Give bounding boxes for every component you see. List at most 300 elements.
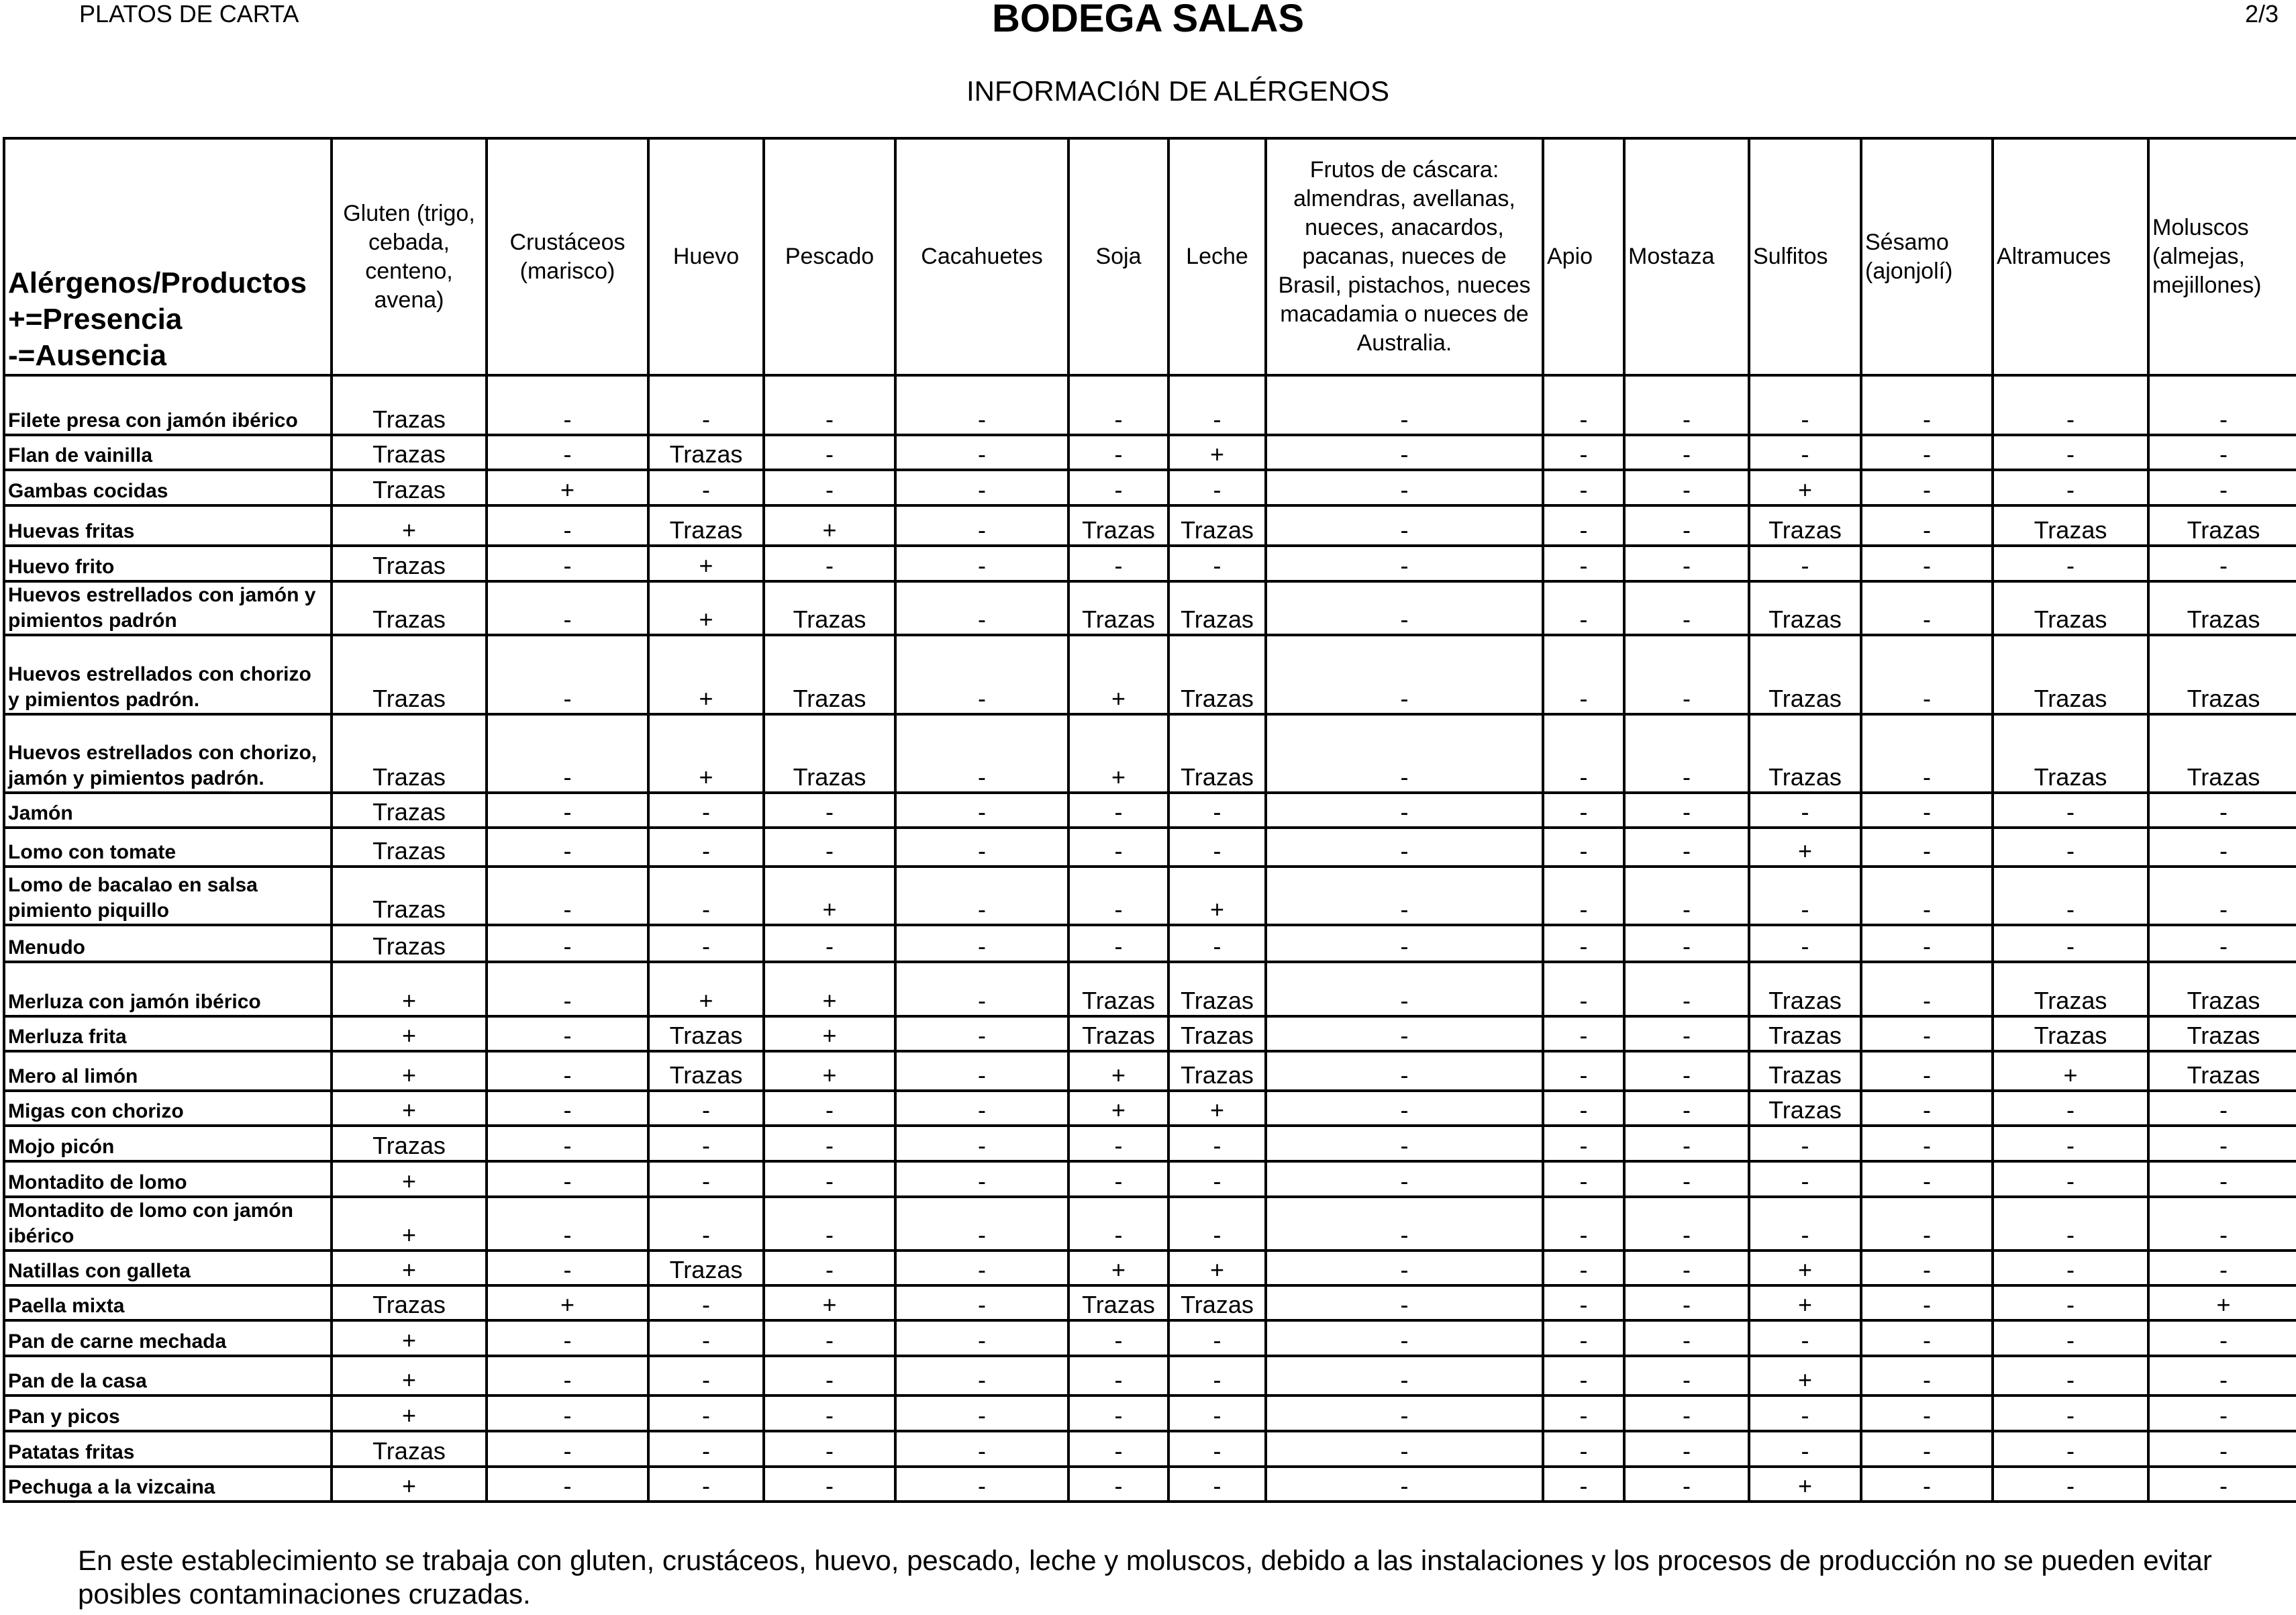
allergen-value: Trazas <box>648 1051 764 1091</box>
allergen-value: - <box>1993 1091 2148 1126</box>
allergen-value: - <box>1993 1285 2148 1320</box>
allergen-value: + <box>332 1051 487 1091</box>
product-name: Pechuga a la vizcaina <box>4 1467 332 1502</box>
allergen-value: - <box>1624 435 1749 470</box>
allergen-value: - <box>1266 1197 1543 1251</box>
allergen-value: - <box>2148 1396 2296 1431</box>
allergen-value: - <box>1266 1126 1543 1161</box>
allergen-value: - <box>764 828 895 867</box>
allergen-value: - <box>1266 470 1543 505</box>
allergen-value: - <box>487 1091 648 1126</box>
table-row <box>4 635 2296 714</box>
allergen-value: + <box>648 546 764 581</box>
column-header: Sésamo (ajonjolí) <box>1861 138 1993 375</box>
allergen-value: - <box>1266 1396 1543 1431</box>
allergen-value: + <box>764 962 895 1016</box>
allergen-value: - <box>895 470 1068 505</box>
document-category: PLATOS DE CARTA <box>79 0 299 28</box>
allergen-value: - <box>1168 1467 1266 1502</box>
allergen-value: - <box>1861 1091 1993 1126</box>
table-row <box>4 375 2296 435</box>
allergen-value: - <box>648 1126 764 1161</box>
allergen-value: - <box>1624 1396 1749 1431</box>
allergen-value: - <box>764 1161 895 1197</box>
allergen-value: - <box>1168 1356 1266 1396</box>
product-name: Lomo con tomate <box>4 828 332 867</box>
allergen-value: Trazas <box>1993 962 2148 1016</box>
allergen-value: - <box>1861 1285 1993 1320</box>
table-row <box>4 505 2296 546</box>
product-name: Patatas fritas <box>4 1431 332 1467</box>
allergen-value: - <box>648 1285 764 1320</box>
allergen-value: + <box>648 714 764 793</box>
allergen-value: - <box>1624 1356 1749 1396</box>
allergen-value: - <box>1068 1467 1168 1502</box>
cross-contamination-note: En este establecimiento se trabaja con gluten, crustáceos, huevo, pescado, leche y moluscos, debido a las instalaciones y los procesos de producción no se pueden evitar posibles contaminaciones cruzadas. <box>78 1545 2212 1610</box>
allergen-value: Trazas <box>332 1285 487 1320</box>
product-name: Natillas con galleta <box>4 1251 332 1285</box>
table-row <box>4 793 2296 828</box>
allergen-value: - <box>1993 375 2148 435</box>
product-name: Montadito de lomo <box>4 1161 332 1197</box>
allergen-value: - <box>487 505 648 546</box>
allergen-value: - <box>1068 546 1168 581</box>
allergen-value: - <box>1543 1467 1624 1502</box>
allergen-value: - <box>1861 546 1993 581</box>
allergen-value: - <box>764 375 895 435</box>
allergen-value: Trazas <box>1068 1285 1168 1320</box>
allergen-value: Trazas <box>1168 635 1266 714</box>
allergen-value: - <box>895 793 1068 828</box>
allergen-value: - <box>487 581 648 635</box>
table-row <box>4 1467 2296 1502</box>
allergen-value: Trazas <box>764 635 895 714</box>
allergen-value: - <box>1266 962 1543 1016</box>
table-row <box>4 1126 2296 1161</box>
column-header: Frutos de cáscara: almendras, avellanas, nueces, anacardos, pacanas, nueces de Brasil, pistachos, nueces macadamia o nueces de Australia. <box>1266 138 1543 375</box>
allergen-value: - <box>1543 962 1624 1016</box>
allergen-value: - <box>2148 1251 2296 1285</box>
allergen-value: - <box>648 1356 764 1396</box>
allergen-value: - <box>487 1467 648 1502</box>
allergen-value: - <box>2148 1467 2296 1502</box>
allergen-value: - <box>1861 375 1993 435</box>
allergen-value: - <box>487 1051 648 1091</box>
allergen-value: - <box>1993 867 2148 925</box>
allergen-value: - <box>764 1467 895 1502</box>
allergen-value: - <box>648 1197 764 1251</box>
allergen-value: - <box>1993 546 2148 581</box>
page-title: BODEGA SALAS <box>991 0 1305 40</box>
allergen-value: + <box>1993 1051 2148 1091</box>
allergen-value: - <box>895 962 1068 1016</box>
allergen-value: - <box>1624 793 1749 828</box>
allergen-value: Trazas <box>648 505 764 546</box>
allergen-value: - <box>2148 1356 2296 1396</box>
allergen-value: - <box>487 1356 648 1396</box>
allergen-value: - <box>895 546 1068 581</box>
allergen-value: - <box>1266 793 1543 828</box>
allergen-value: - <box>1993 1320 2148 1356</box>
allergen-value: - <box>1624 867 1749 925</box>
allergen-value: - <box>764 1356 895 1396</box>
allergen-value: + <box>487 470 648 505</box>
allergen-value: - <box>2148 793 2296 828</box>
allergen-value: Trazas <box>1749 1051 1861 1091</box>
allergen-value: Trazas <box>1068 1016 1168 1051</box>
allergen-value: Trazas <box>332 793 487 828</box>
allergen-value: + <box>332 1251 487 1285</box>
allergen-value: - <box>648 1396 764 1431</box>
product-name: Huevas fritas <box>4 505 332 546</box>
allergen-value: - <box>648 1161 764 1197</box>
allergen-value: - <box>764 925 895 962</box>
allergen-value: + <box>764 1016 895 1051</box>
allergen-value: - <box>487 925 648 962</box>
allergen-value: - <box>1068 1431 1168 1467</box>
allergen-value: Trazas <box>332 925 487 962</box>
allergen-value: + <box>1068 1091 1168 1126</box>
allergen-value: - <box>1861 867 1993 925</box>
allergen-value: Trazas <box>648 435 764 470</box>
allergen-value: + <box>1749 1251 1861 1285</box>
allergen-value: - <box>2148 1126 2296 1161</box>
allergen-value: - <box>648 1467 764 1502</box>
allergen-value: - <box>1624 470 1749 505</box>
allergen-value: - <box>1624 925 1749 962</box>
allergen-value: - <box>1266 635 1543 714</box>
allergen-value: - <box>1266 714 1543 793</box>
allergen-value: Trazas <box>332 1126 487 1161</box>
allergen-value: - <box>487 867 648 925</box>
column-header: Sulfitos <box>1749 138 1861 375</box>
allergen-value: - <box>1543 1161 1624 1197</box>
allergen-value: - <box>487 1016 648 1051</box>
table-row <box>4 714 2296 793</box>
allergen-value: - <box>1543 581 1624 635</box>
allergen-value: - <box>764 1251 895 1285</box>
allergen-value: - <box>648 375 764 435</box>
corner-header <box>4 138 332 375</box>
allergen-value: - <box>1861 925 1993 962</box>
allergen-value: Trazas <box>1749 505 1861 546</box>
allergen-value: Trazas <box>1168 505 1266 546</box>
allergen-value: - <box>1861 1356 1993 1396</box>
allergen-value: - <box>2148 546 2296 581</box>
allergen-value: - <box>487 1251 648 1285</box>
allergen-value: - <box>1861 1126 1993 1161</box>
allergen-value: + <box>648 962 764 1016</box>
allergen-value: - <box>1749 1396 1861 1431</box>
allergen-value: - <box>1266 867 1543 925</box>
allergen-value: + <box>2148 1285 2296 1320</box>
allergen-value: Trazas <box>332 635 487 714</box>
allergen-value: - <box>1543 1431 1624 1467</box>
allergen-value: Trazas <box>2148 581 2296 635</box>
allergen-value: + <box>332 505 487 546</box>
allergen-value: - <box>1861 581 1993 635</box>
allergen-value: - <box>1861 1051 1993 1091</box>
allergen-value: - <box>1168 546 1266 581</box>
allergen-value: - <box>764 546 895 581</box>
allergen-value: - <box>1168 1126 1266 1161</box>
allergen-value: - <box>1624 1320 1749 1356</box>
allergen-value: - <box>1749 1126 1861 1161</box>
allergen-value: Trazas <box>1993 505 2148 546</box>
allergen-value: - <box>764 470 895 505</box>
allergen-value: - <box>2148 1197 2296 1251</box>
allergen-value: Trazas <box>1168 1285 1266 1320</box>
column-header: Gluten (trigo, cebada, centeno, avena) <box>332 138 487 375</box>
column-header: Pescado <box>764 138 895 375</box>
allergen-value: - <box>2148 1320 2296 1356</box>
allergen-value: - <box>1993 1161 2148 1197</box>
allergen-value: - <box>648 925 764 962</box>
allergen-value: Trazas <box>1168 1051 1266 1091</box>
allergen-value: - <box>1543 1251 1624 1285</box>
allergen-value: - <box>487 793 648 828</box>
table-row <box>4 1091 2296 1126</box>
allergen-value: - <box>1861 714 1993 793</box>
allergen-value: - <box>895 1431 1068 1467</box>
allergen-value: - <box>487 714 648 793</box>
product-name: Pan de la casa <box>4 1356 332 1396</box>
product-name: Huevos estrellados con chorizo y pimientos padrón. <box>4 635 332 714</box>
allergen-value: - <box>1861 1396 1993 1431</box>
allergen-value: - <box>895 1051 1068 1091</box>
allergen-value: - <box>1068 375 1168 435</box>
allergen-value: - <box>1993 828 2148 867</box>
allergen-value: - <box>1266 375 1543 435</box>
allergen-value: - <box>1993 1126 2148 1161</box>
allergen-value: + <box>648 581 764 635</box>
allergen-value: - <box>764 1197 895 1251</box>
allergen-value: - <box>1749 546 1861 581</box>
allergen-value: + <box>648 635 764 714</box>
allergen-value: Trazas <box>1749 581 1861 635</box>
allergen-value: - <box>895 1467 1068 1502</box>
allergen-value: + <box>332 1320 487 1356</box>
allergen-value: - <box>1266 1161 1543 1197</box>
allergen-value: - <box>2148 470 2296 505</box>
allergen-value: - <box>1543 828 1624 867</box>
table-row <box>4 1197 2296 1251</box>
allergen-value: - <box>1993 1197 2148 1251</box>
corner-line: -=Ausencia <box>8 339 166 372</box>
product-name: Menudo <box>4 925 332 962</box>
allergen-value: - <box>1068 793 1168 828</box>
allergen-value: - <box>2148 435 2296 470</box>
allergen-value: Trazas <box>1168 1016 1266 1051</box>
column-header: Soja <box>1068 138 1168 375</box>
allergen-value: - <box>895 635 1068 714</box>
allergen-value: + <box>332 1356 487 1396</box>
allergen-value: - <box>1624 546 1749 581</box>
product-name: Mojo picón <box>4 1126 332 1161</box>
allergen-value: - <box>1624 1126 1749 1161</box>
allergen-value: + <box>1168 435 1266 470</box>
allergen-value: - <box>2148 867 2296 925</box>
allergen-value: - <box>1861 505 1993 546</box>
allergen-value: + <box>764 867 895 925</box>
product-name: Migas con chorizo <box>4 1091 332 1126</box>
allergen-value: - <box>1749 867 1861 925</box>
allergen-value: - <box>1266 1091 1543 1126</box>
allergen-value: - <box>895 925 1068 962</box>
allergen-value: + <box>332 1161 487 1197</box>
allergen-value: Trazas <box>332 828 487 867</box>
allergen-value: - <box>764 435 895 470</box>
allergen-value: Trazas <box>2148 505 2296 546</box>
allergen-value: - <box>487 1197 648 1251</box>
allergen-value: + <box>332 1016 487 1051</box>
allergen-value: Trazas <box>332 470 487 505</box>
allergen-value: + <box>1068 714 1168 793</box>
allergen-value: - <box>1993 435 2148 470</box>
allergen-value: - <box>1543 1016 1624 1051</box>
allergen-value: Trazas <box>1749 1091 1861 1126</box>
allergen-value: Trazas <box>764 714 895 793</box>
allergen-value: - <box>895 1161 1068 1197</box>
allergen-value: Trazas <box>332 581 487 635</box>
table-header-row <box>4 138 2296 375</box>
allergen-value: - <box>1266 1431 1543 1467</box>
allergen-value: - <box>1168 470 1266 505</box>
allergen-value: - <box>1993 793 2148 828</box>
allergen-value: - <box>487 828 648 867</box>
allergen-value: + <box>1168 1091 1266 1126</box>
allergen-value: Trazas <box>1749 1016 1861 1051</box>
allergen-value: - <box>895 828 1068 867</box>
product-name: Mero al limón <box>4 1051 332 1091</box>
allergen-value: - <box>895 505 1068 546</box>
product-name: Montadito de lomo con jamón ibérico <box>4 1197 332 1251</box>
allergen-value: - <box>1624 1431 1749 1467</box>
table-row <box>4 470 2296 505</box>
allergen-value: - <box>1993 925 2148 962</box>
allergen-value: - <box>1068 1161 1168 1197</box>
allergen-value: - <box>1543 635 1624 714</box>
product-name: Jamón <box>4 793 332 828</box>
allergen-value: - <box>2148 1431 2296 1467</box>
product-name: Pan y picos <box>4 1396 332 1431</box>
allergen-value: - <box>1266 1051 1543 1091</box>
allergen-value: - <box>1168 828 1266 867</box>
column-header: Altramuces <box>1993 138 2148 375</box>
allergen-value: Trazas <box>1993 581 2148 635</box>
allergen-value: Trazas <box>1068 962 1168 1016</box>
allergen-value: Trazas <box>648 1251 764 1285</box>
allergen-value: Trazas <box>332 375 487 435</box>
allergen-value: - <box>1624 1251 1749 1285</box>
allergen-value: - <box>1068 1320 1168 1356</box>
allergen-value: - <box>1993 1396 2148 1431</box>
allergen-value: - <box>895 1285 1068 1320</box>
allergen-value: + <box>1749 828 1861 867</box>
allergen-value: + <box>1749 1285 1861 1320</box>
allergen-value: - <box>1266 505 1543 546</box>
allergen-value: - <box>895 867 1068 925</box>
allergen-value: Trazas <box>332 435 487 470</box>
table-row <box>4 1161 2296 1197</box>
allergen-value: - <box>1624 714 1749 793</box>
allergen-value: - <box>1993 1356 2148 1396</box>
product-name: Huevos estrellados con chorizo, jamón y pimientos padrón. <box>4 714 332 793</box>
allergen-value: - <box>2148 925 2296 962</box>
allergen-value: - <box>1861 793 1993 828</box>
allergen-value: - <box>1543 1320 1624 1356</box>
allergen-value: - <box>895 714 1068 793</box>
allergen-value: - <box>1993 1431 2148 1467</box>
allergen-value: - <box>1543 470 1624 505</box>
allergen-value: - <box>1068 867 1168 925</box>
allergen-value: Trazas <box>1068 505 1168 546</box>
column-header: Crustáceos (marisco) <box>487 138 648 375</box>
product-name: Huevos estrellados con jamón y pimientos padrón <box>4 581 332 635</box>
allergen-value: - <box>1861 1251 1993 1285</box>
allergen-table <box>3 137 2296 1503</box>
allergen-value: + <box>764 1285 895 1320</box>
allergen-value: Trazas <box>1749 714 1861 793</box>
allergen-value: + <box>1068 1251 1168 1285</box>
allergen-value: - <box>1266 1016 1543 1051</box>
allergen-value: - <box>1543 1356 1624 1396</box>
allergen-value: + <box>1068 1051 1168 1091</box>
allergen-value: Trazas <box>1993 714 2148 793</box>
allergen-value: - <box>1266 1285 1543 1320</box>
allergen-value: - <box>1543 546 1624 581</box>
table-row <box>4 925 2296 962</box>
allergen-value: + <box>332 1467 487 1502</box>
allergen-value: - <box>895 1320 1068 1356</box>
allergen-value: - <box>1168 1320 1266 1356</box>
allergen-value: Trazas <box>332 1431 487 1467</box>
allergen-value: - <box>1861 1161 1993 1197</box>
allergen-value: - <box>487 1396 648 1431</box>
allergen-value: Trazas <box>1168 714 1266 793</box>
table-row <box>4 1431 2296 1467</box>
table-row <box>4 962 2296 1016</box>
allergen-value: - <box>1624 962 1749 1016</box>
allergen-value: - <box>1749 925 1861 962</box>
allergen-value: + <box>1168 1251 1266 1285</box>
allergen-value: - <box>1543 1197 1624 1251</box>
allergen-value: - <box>895 1356 1068 1396</box>
allergen-value: - <box>1266 546 1543 581</box>
column-header: Leche <box>1168 138 1266 375</box>
allergen-value: - <box>1624 1467 1749 1502</box>
allergen-value: - <box>764 793 895 828</box>
table-row <box>4 546 2296 581</box>
table-row <box>4 1251 2296 1285</box>
allergen-value: - <box>1861 1467 1993 1502</box>
allergen-value: - <box>895 1091 1068 1126</box>
allergen-value: - <box>1168 1431 1266 1467</box>
allergen-value: - <box>1266 828 1543 867</box>
table-row <box>4 1396 2296 1431</box>
table-row <box>4 867 2296 925</box>
allergen-value: Trazas <box>1749 962 1861 1016</box>
allergen-value: - <box>1543 1285 1624 1320</box>
allergen-value: - <box>487 435 648 470</box>
allergen-value: - <box>648 1431 764 1467</box>
column-header: Moluscos (almejas, mejillones) <box>2148 138 2296 375</box>
product-name: Filete presa con jamón ibérico <box>4 375 332 435</box>
table-row <box>4 1320 2296 1356</box>
corner-line: Alérgenos/Productos <box>8 266 307 299</box>
allergen-value: Trazas <box>1749 635 1861 714</box>
allergen-value: - <box>1543 714 1624 793</box>
